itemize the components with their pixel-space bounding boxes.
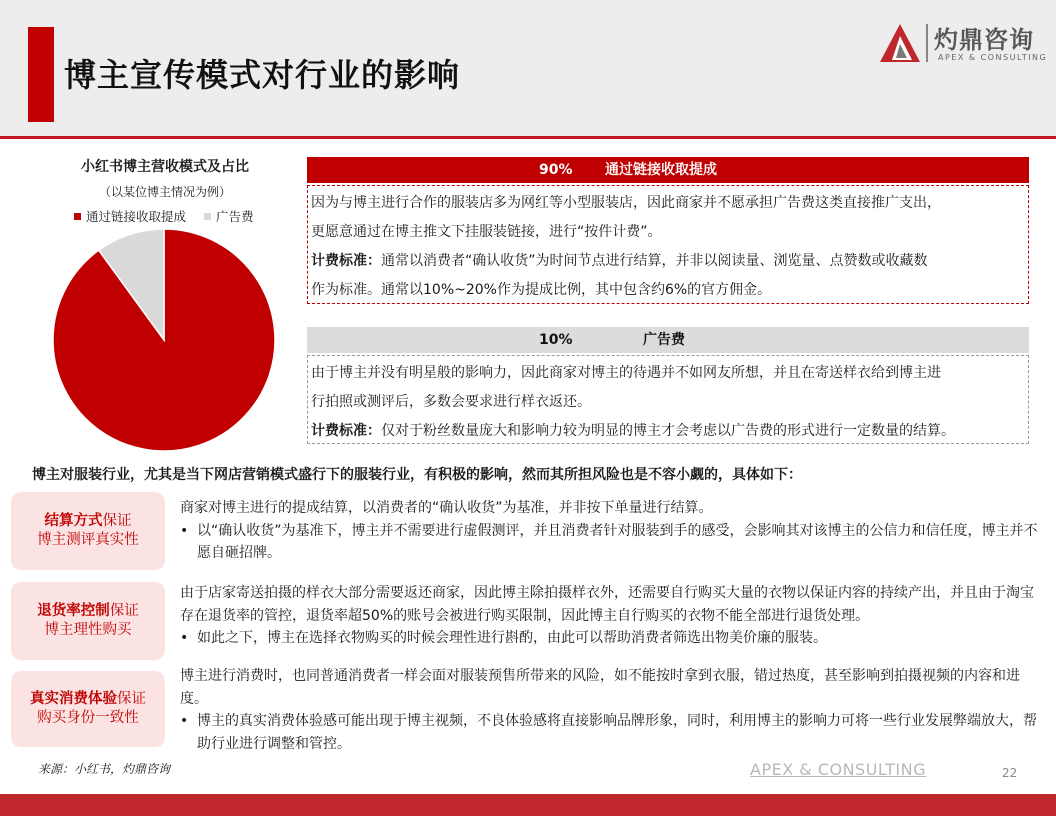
pie-chart (50, 226, 280, 456)
ad-fee-percent: 10% (539, 332, 573, 348)
pie-chart-subtitle: （以某位博主情况为例） (98, 185, 231, 199)
source-note: 来源：小红书，灼鼎咨询 (38, 762, 171, 776)
company-logo (878, 20, 1048, 66)
commission-percent: 90% (539, 162, 573, 178)
title-accent-bar (28, 27, 54, 122)
ad-fee-line-2: 行拍照或测评后，多数会要求进行样衣返还。 (311, 394, 591, 410)
logo-cn-name: 灼鼎咨询 (934, 26, 1034, 54)
ad-fee-box-header (307, 327, 1029, 353)
legend-item-ad-fee: 广告费 (204, 207, 254, 225)
footer-brand-link[interactable]: APEX & CONSULTING (750, 760, 926, 779)
row-real-experience: 博主进行消费时，也同普通消费者一样会面对服装预售所带来的风险，如不能按时拿到衣服，错过热度，甚至影响到拍摄视频的内容和进度。 • 博主的真实消费体验感可能出现于博主视频，不良体验感将直接影响品牌形象，同时，利用博主的影响力可将一些行业发展弊端放大，帮助行业进行调整和管控。 (180, 665, 1040, 755)
commission-box-header (307, 157, 1029, 183)
row-return-rate: 由于店家寄送拍摄的样衣大部分需要返还商家，因此博主除拍摄样衣外，还需要自行购买大量的衣物以保证内容的持续产出，并且由于淘宝存在退货率的管控，退货率超50%的账号会被进行购买限制，因此博主自行购买的衣物不能全部进行退货处理。 • 如此之下，博主在选择衣物购买的时候会理性进行斟酌，由此可以帮助消费者筛选出物美价廉的服装。 (180, 582, 1040, 650)
pill-settlement: 结算方式保证 博主测评真实性 (11, 492, 165, 570)
commission-line-1: 因为与博主进行合作的服装店多为网红等小型服装店，因此商家并不愿承担广告费这类直接推广支出， (311, 195, 941, 211)
ad-fee-line-1: 由于博主并没有明星般的影响力，因此商家对博主的待遇并不如网友所想，并且在寄送样衣给到博主进 (311, 365, 941, 381)
ad-fee-box-body (307, 355, 1029, 444)
legend-swatch-ad-fee (204, 213, 211, 220)
ad-fee-standard: 计费标准：仅对于粉丝数量庞大和影响力较为明显的博主才会考虑以广告费的形式进行一定数量的结算。 (311, 423, 955, 439)
legend-swatch-commission (74, 213, 81, 220)
pill-real-experience: 真实消费体验保证 购买身份一致性 (11, 671, 165, 747)
pill-return-rate: 退货率控制保证 博主理性购买 (11, 582, 165, 660)
commission-label: 通过链接收取提成 (605, 162, 717, 178)
logo-en-name: APEX & CONSULTING (938, 53, 1048, 62)
bullet-item: • 如此之下，博主在选择衣物购买的时候会理性进行斟酌，由此可以帮助消费者筛选出物美价廉的服装。 (180, 630, 827, 646)
commission-line-2: 更愿意通过在博主推文下挂服装链接，进行“按件计费”。 (311, 224, 662, 240)
logo-separator (926, 24, 928, 62)
pie-chart-title: 小红书博主营收模式及占比 (81, 159, 249, 175)
bullet-item: • 以“确认收货”为基准下，博主并不需要进行虚假测评，并且消费者针对服装到手的感受，会影响其对该博主的公信力和信任度，博主并不愿自砸招牌。 (180, 522, 1038, 561)
commission-standard: 计费标准：通常以消费者“确认收货”为时间节点进行结算，并非以阅读量、浏览量、点赞数或收藏数 (311, 253, 928, 269)
bullet-item: • 博主的真实消费体验感可能出现于博主视频，不良体验感将直接影响品牌形象，同时，利用博主的影响力可将一些行业发展弊端放大，帮助行业进行调整和管控。 (180, 713, 1037, 752)
commission-standard-line-2: 作为标准。通常以10%~20%作为提成比例，其中包含约6%的官方佣金。 (311, 282, 772, 298)
impact-intro: 博主对服装行业，尤其是当下网店营销模式盛行下的服装行业，有积极的影响，然而其所担风险也是不容小觑的，具体如下： (32, 467, 802, 483)
ad-fee-label: 广告费 (643, 332, 685, 348)
page-title: 博主宣传模式对行业的影响 (64, 56, 461, 94)
header-divider (0, 136, 1056, 139)
row-settlement: 商家对博主进行的提成结算，以消费者的“确认收货”为基准，并非按下单量进行结算。 • 以“确认收货”为基准下，博主并不需要进行虚假测评，并且消费者针对服装到手的感受，会影响其对该博主的公信力和信任度，博主并不愿自砸招牌。 (180, 497, 1040, 565)
footer-bar (0, 794, 1056, 816)
logo-triangle-icon (878, 22, 922, 64)
page-number: 22 (1002, 766, 1018, 780)
commission-box-body (307, 185, 1029, 304)
pie-legend (74, 207, 268, 225)
legend-item-commission: 通过链接收取提成 (74, 207, 186, 225)
